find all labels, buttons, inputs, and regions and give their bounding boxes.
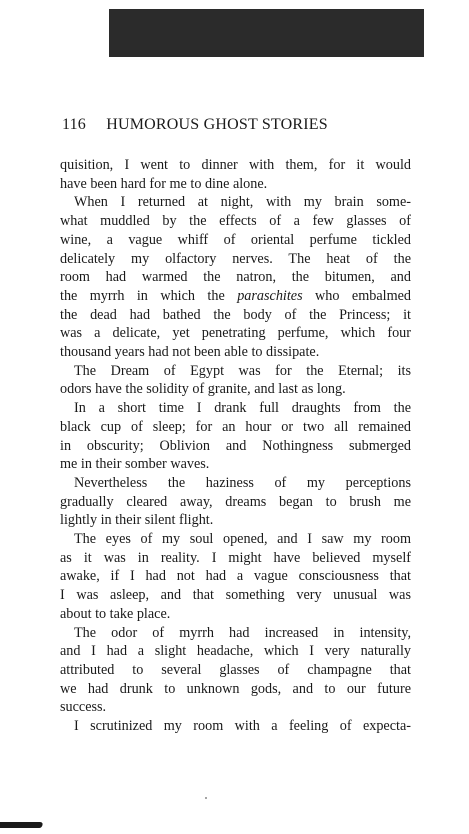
text-line-wrap [60,437,411,456]
text-line: as it was in reality. I might have believed myself [60,549,411,566]
text-line-wrap [60,642,411,661]
text-line-wrap [60,661,411,680]
scan-edge-mark [0,822,44,828]
text-line-wrap [60,418,411,437]
text-line: black cup of sleep; for an hour or two all remained [60,418,411,435]
paragraph [60,530,411,549]
page-number: 116 [62,116,87,133]
text-line: we had drunk to unknown gods, and to our future [60,680,411,697]
text-line: lightly in their silent flight. [60,512,214,529]
text-line: the myrrh in which the [60,287,238,304]
scan-speck [205,797,207,799]
text-line: was a delicate, yet penetrating perfume, which four [60,325,411,342]
italic-term: paraschites [237,287,303,304]
paragraph [60,362,411,381]
text-line-wrap [60,380,411,399]
body-text [60,156,411,736]
text-line-wrap [60,567,411,586]
text-line-wrap [60,250,411,269]
paragraph [60,717,411,736]
paragraph [60,193,411,212]
text-line: quisition, I went to dinner with them, for it would [60,157,411,173]
text-line-wrap [60,231,411,250]
text-line: attributed to several glasses of champagne that [60,661,411,678]
text-line-wrap [60,511,411,530]
text-line: thousand years had not been able to dissipate. [60,344,320,361]
text-line: who embalmed [302,287,412,304]
paragraph [60,399,411,418]
text-line: have been hard for me to dine alone. [60,175,268,192]
text-line: The odor of myrrh had increased in intensity, [74,624,411,641]
text-line-wrap [60,586,411,605]
text-line: the dead had bathed the body of the Princess; it [60,306,411,323]
paragraph [60,474,411,493]
text-line: I scrutinized my room with a feeling of expecta- [74,718,411,735]
text-line-wrap [60,493,411,512]
text-line-wrap [60,605,411,624]
text-line: When I returned at night, with my brain some- [74,194,411,211]
text-line: awake, if I had not had a vague consciousness that [60,568,411,585]
text-line: The eyes of my soul opened, and I saw my room [74,531,411,548]
text-line: wine, a vague whiff of oriental perfume tickled [60,231,411,248]
running-title: HUMOROUS GHOST STORIES [106,116,328,133]
text-line-wrap [60,455,411,474]
text-line-wrap [60,343,411,362]
text-line: I was asleep, and that something very unusual was [60,587,411,604]
paragraph [60,624,411,643]
text-line: room had warmed the natron, the bitumen, and [60,269,411,286]
text-line: delicately my olfactory nerves. The heat of the [60,250,411,267]
text-line-wrap [60,549,411,568]
text-line-wrap [60,268,411,287]
text-line: odors have the solidity of granite, and last as long. [60,381,346,398]
text-line: success. [60,699,107,716]
text-line-wrap [60,287,411,306]
text-line-wrap [60,212,411,231]
text-line: me in their somber waves. [60,456,210,473]
text-line: In a short time I drank full draughts from the [74,400,411,417]
text-line-wrap [60,324,411,343]
text-line: what muddled by the effects of a few glasses of [60,213,411,230]
paragraph [60,156,411,175]
text-line: and I had a slight headache, which I very naturally [60,643,411,660]
text-line: in obscurity; Oblivion and Nothingness submerged [60,437,411,454]
text-line-wrap [60,680,411,699]
running-header [62,116,422,134]
text-line-wrap [60,698,411,717]
text-line: gradually cleared away, dreams began to brush me [60,493,411,510]
text-line: Nevertheless the haziness of my perceptions [74,474,411,491]
scan-black-bar [109,9,424,57]
paragraph [60,175,411,194]
text-line: about to take place. [60,605,171,622]
text-line-wrap [60,306,411,325]
text-line: The Dream of Egypt was for the Eternal; its [74,362,411,379]
